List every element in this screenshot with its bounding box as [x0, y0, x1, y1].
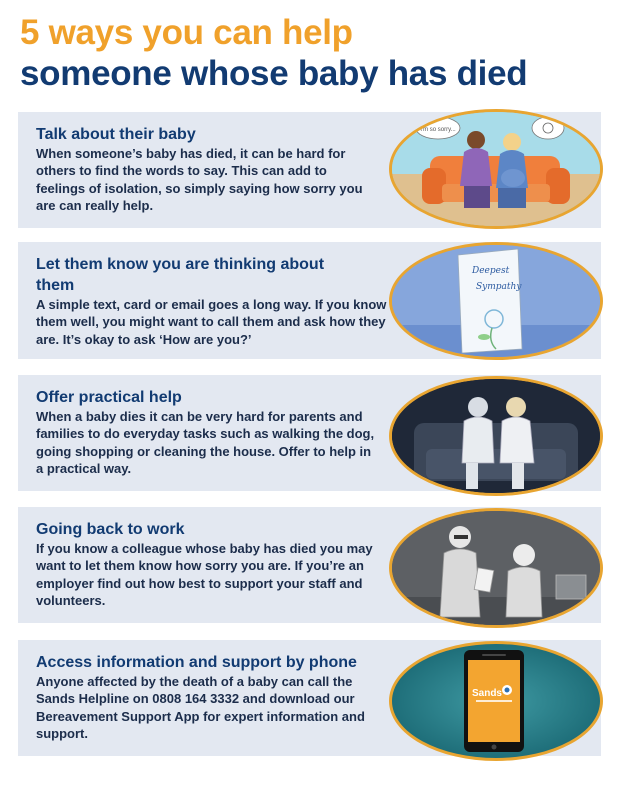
card-heading: Let them know you are thinking about them: [36, 256, 325, 294]
speech-bubble-text: I'm so sorry...: [420, 127, 456, 133]
sympathy-card-illustration: [389, 242, 603, 360]
two-women-talking-illustration: [389, 109, 603, 229]
card-heading: Offer practical help: [36, 389, 182, 406]
svg-text:Deepest: Deepest: [472, 266, 510, 276]
card-body: Anyone affected by the death of a baby can call the Sands Helpline on 0808 164 3332 and download our Bereavement Support App for expert information and support.: [36, 674, 365, 742]
card-body: A simple text, card or email goes a long way. If you know them well, you might want to call them and ask how they are. It’s okay to ask ‘How are you?’: [36, 297, 387, 347]
svg-text:Sympathy: Sympathy: [476, 282, 522, 292]
phone-with-sands-app-illustration: [389, 641, 603, 761]
title-line-1: 5 ways you can help: [20, 13, 353, 52]
sands-logo-text: Sands: [471, 688, 503, 699]
card-heading: Talk about their baby: [36, 126, 196, 143]
card-body: If you know a colleague whose baby has died you may want to let them know how sorry you are. If you’re an employer find out how best to support your staff and volunteers.: [36, 541, 373, 609]
colleagues-at-work-illustration: [389, 508, 603, 628]
card-heading: Going back to work: [36, 521, 185, 538]
title-line-2: someone whose baby has died: [20, 54, 528, 93]
card-body: When a baby dies it can be very hard for parents and families to do everyday tasks such as walking the dog, going shopping or cleaning the house. Offer to help in a practical way.: [36, 409, 375, 477]
card-heading: Access information and support by phone: [36, 654, 357, 671]
comforting-on-sofa-illustration: [389, 376, 603, 496]
card-body: When someone’s baby has died, it can be hard for others to find the words to say. This can add to feelings of isolation, so simply saying how sorry you are can really help.: [36, 146, 363, 214]
